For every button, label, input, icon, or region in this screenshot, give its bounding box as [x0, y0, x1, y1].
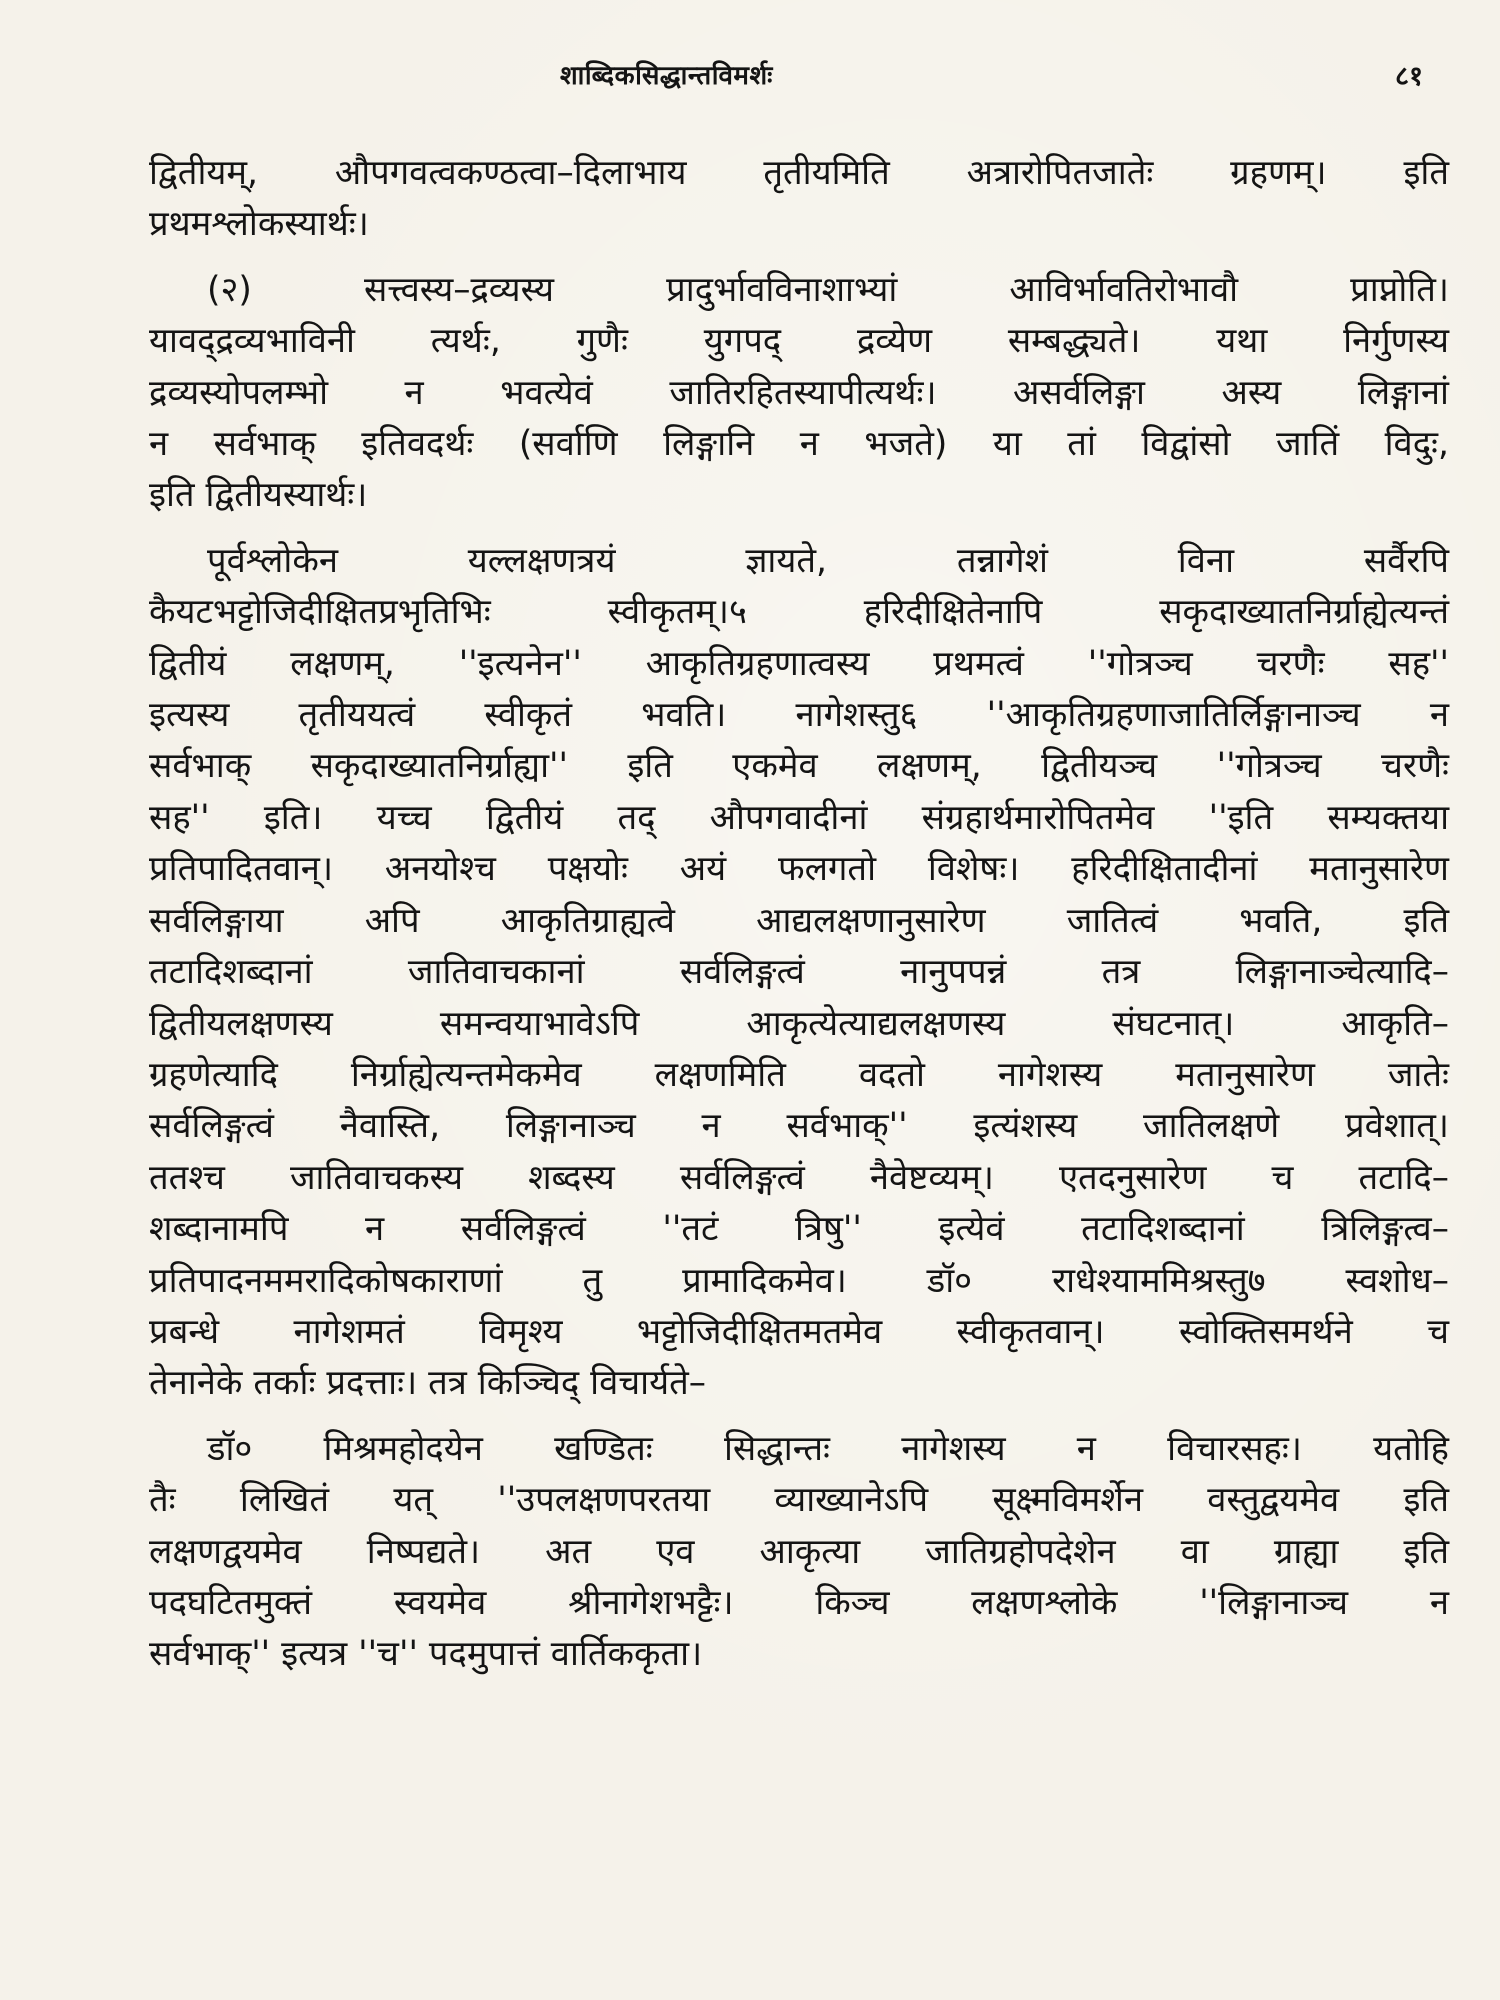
text-line: द्वितीयलक्षणस्य समन्वयाभावेऽपि आकृत्येत्याद्यलक्षणस्य संघटनात्। आकृति–	[149, 1003, 1449, 1044]
text-line: शब्दानामपि न सर्वलिङ्गत्वं ''तटं त्रिषु'' इत्येवं तटादिशब्दानां त्रिलिङ्गत्व–	[149, 1209, 1449, 1250]
text-line: पदघटितमुक्तं स्वयमेव श्रीनागेशभट्टैः। किञ्च लक्षणश्लोके ''लिङ्गानाञ्च न	[149, 1582, 1449, 1623]
text-line: सर्वलिङ्गत्वं नैवास्ति, लिङ्गानाञ्च न सर्वभाक्'' इत्यंशस्य जातिलक्षणे प्रवेशात्।	[149, 1106, 1449, 1147]
page-body	[149, 148, 1449, 1695]
text-line: डॉ० मिश्रमहोदयेन खण्डितः सिद्धान्तः नागेशस्य न विचारसहः। यतोहि	[207, 1428, 1449, 1469]
text-line: प्रतिपादितवान्। अनयोश्च पक्षयोः अयं फलगतो विशेषः। हरिदीक्षितादीनां मतानुसारेण	[149, 849, 1449, 890]
text-line: सह'' इति। यच्च द्वितीयं तद् औपगवादीनां संग्रहार्थमारोपितमेव ''इति सम्यक्तया	[149, 797, 1449, 838]
running-title: शाब्दिकसिद्धान्तविमर्शः	[560, 61, 773, 91]
text-line: कैयटभट्टोजिदीक्षितप्रभृतिभिः स्वीकृतम्।५ हरिदीक्षितेनापि सकृदाख्यातनिर्ग्राह्येत्यन्तं	[149, 592, 1449, 633]
text-line: (२) सत्त्वस्य–द्रव्यस्य प्रादुर्भावविनाशाभ्यां आविर्भावतिरोभावौ प्राप्नोति।	[207, 269, 1449, 310]
text-line: प्रथमश्लोकस्यार्थः।	[149, 204, 369, 245]
text-line: इति द्वितीयस्यार्थः।	[149, 475, 368, 516]
text-line: लक्षणद्वयमेव निष्पद्यते। अत एव आकृत्या जातिग्रहोपदेशेन वा ग्राह्या इति	[149, 1531, 1449, 1572]
paragraph-1	[149, 148, 1449, 251]
text-line: तटादिशब्दानां जातिवाचकानां सर्वलिङ्गत्वं नानुपपन्नं तत्र लिङ्गानाञ्चेत्यादि–	[149, 952, 1449, 993]
paragraph-4	[149, 1424, 1449, 1681]
text-line: प्रतिपादनममरादिकोषकाराणां तु प्रामादिकमेव। डॉ० राधेश्याममिश्रस्तु७ स्वशोध–	[149, 1260, 1449, 1301]
text-line: द्वितीयं लक्षणम्, ''इत्यनेन'' आकृतिग्रहणात्वस्य प्रथमत्वं ''गोत्रञ्च चरणैः सह''	[149, 643, 1449, 684]
text-line: ग्रहणेत्यादि निर्ग्राह्येत्यन्तमेकमेव लक्षणमिति वदतो नागेशस्य मतानुसारेण जातेः	[149, 1054, 1449, 1095]
paragraph-3	[149, 536, 1449, 1410]
paragraph-2	[149, 265, 1449, 522]
text-line: इत्यस्य तृतीययत्वं स्वीकृतं भवति। नागेशस्तु६ ''आकृतिग्रहणाजातिर्लिङ्गानाञ्च न	[149, 695, 1449, 736]
text-line: पूर्वश्लोकेन यल्लक्षणत्रयं ज्ञायते, तन्नागेशं विना सर्वैरपि	[207, 540, 1449, 581]
text-line: यावद्द्रव्यभाविनी त्यर्थः, गुणैः युगपद् द्रव्येण सम्बद्ध्यते। यथा निर्गुणस्य	[149, 321, 1449, 362]
page-header	[0, 56, 1500, 106]
text-line: ततश्च जातिवाचकस्य शब्दस्य सर्वलिङ्गत्वं नैवेष्टव्यम्। एतदनुसारेण च तटादि–	[149, 1157, 1449, 1198]
page-number: ८१	[1395, 61, 1424, 92]
text-line: तेनानेके तर्काः प्रदत्ताः। तत्र किञ्चिद् विचार्यते–	[149, 1363, 707, 1404]
text-line: प्रबन्धे नागेशमतं विमृश्य भट्टोजिदीक्षितमतमेव स्वीकृतवान्। स्वोक्तिसमर्थने च	[149, 1311, 1449, 1352]
text-line: न सर्वभाक् इतिवदर्थः (सर्वाणि लिङ्गानि न भजते) या तां विद्वांसो जातिं विदुः,	[149, 424, 1449, 465]
text-line: सर्वभाक् सकृदाख्यातनिर्ग्राह्या'' इति एकमेव लक्षणम्, द्वितीयञ्च ''गोत्रञ्च चरणैः	[149, 746, 1449, 787]
text-line: द्वितीयम्, औपगवत्वकण्ठत्वा–दिलाभाय तृतीयमिति अत्रारोपितजातेः ग्रहणम्। इति	[149, 153, 1449, 193]
text-line: सर्वलिङ्गाया अपि आकृतिग्राह्यत्वे आद्यलक्षणानुसारेण जातित्वं भवति, इति	[149, 900, 1449, 941]
text-line: तैः लिखितं यत् ''उपलक्षणपरतया व्याख्यानेऽपि सूक्ष्मविमर्शेन वस्तुद्वयमेव इति	[149, 1480, 1449, 1521]
text-line: द्रव्यस्योपलम्भो न भवत्येवं जातिरहितस्यापीत्यर्थः। असर्वलिङ्गा अस्य लिङ्गानां	[149, 372, 1449, 413]
text-line: सर्वभाक्'' इत्यत्र ''च'' पदमुपात्तं वार्तिककृता।	[149, 1634, 703, 1675]
